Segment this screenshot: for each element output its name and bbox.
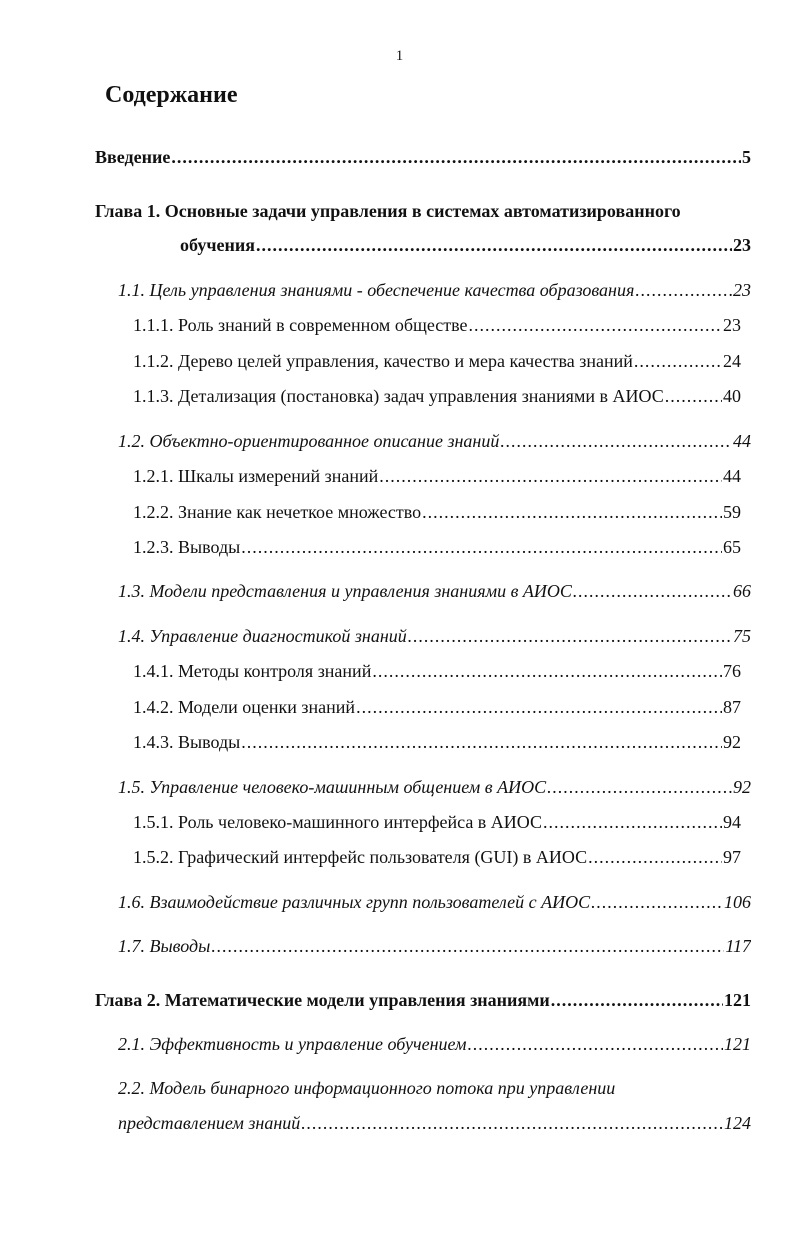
- toc-page: 40: [723, 386, 741, 406]
- toc-entry-intro: [95, 146, 751, 168]
- toc-entry-1-1-3: [133, 385, 741, 407]
- toc-entry-1-5: [118, 776, 751, 798]
- toc-entry-1-2-3: [133, 536, 741, 558]
- toc-entry-2-2: [118, 1112, 751, 1134]
- toc-page: 23: [733, 235, 751, 255]
- toc-label: 1.4.3. Выводы: [133, 732, 241, 752]
- toc-label: 2.1. Эффективность и управление обучением: [118, 1034, 467, 1054]
- toc-page: 23: [733, 280, 751, 300]
- toc-page: 124: [724, 1113, 751, 1133]
- toc-label: представлением знаний: [118, 1113, 301, 1133]
- page-number: 1: [395, 48, 404, 64]
- toc-page: 59: [723, 502, 741, 522]
- toc-entry-1-2-1: [133, 465, 741, 487]
- toc-page: 87: [723, 697, 741, 717]
- toc-entry-2-1: [118, 1033, 751, 1055]
- toc-entry-1-4-1: [133, 660, 741, 682]
- toc-entry-1-3: [118, 580, 751, 602]
- toc-label: 1.5.2. Графический интерфейс пользователя (GUI) в АИОС: [133, 847, 588, 867]
- toc-label: 1.2.2. Знание как нечеткое множество: [133, 502, 422, 522]
- toc-label: Введение: [95, 147, 171, 167]
- toc-label: 1.2.1. Шкалы измерений знаний: [133, 466, 379, 486]
- toc-entry-ch1: [180, 234, 751, 256]
- toc-page: 121: [724, 990, 751, 1010]
- toc-label: 1.1. Цель управления знаниями - обеспечение качества образования: [118, 280, 635, 300]
- toc-entry-1-1: [118, 279, 751, 301]
- toc-label: 1.2. Объектно-ориентированное описание знаний: [118, 431, 500, 451]
- toc-page: 66: [733, 581, 751, 601]
- toc-label: 1.1.2. Дерево целей управления, качество и мера качества знаний: [133, 351, 633, 371]
- toc-page: 92: [733, 777, 751, 797]
- toc-page: 117: [725, 936, 751, 956]
- toc-page: 5: [742, 147, 751, 167]
- toc-label: 1.5.1. Роль человеко-машинного интерфейса в АИОС: [133, 812, 543, 832]
- toc-label: 1.1.1. Роль знаний в современном обществе: [133, 315, 468, 335]
- toc-label: 1.6. Взаимодействие различных групп пользователей с АИОС: [118, 892, 591, 912]
- toc-page: 76: [723, 661, 741, 681]
- toc-page: 24: [723, 351, 741, 371]
- toc-entry-1-1-1: [133, 314, 741, 336]
- toc-entry-1-2-2: [133, 501, 741, 523]
- toc-entry-ch2: [95, 989, 751, 1011]
- toc-label: 1.3. Модели представления и управления знаниями в АИОС: [118, 581, 572, 601]
- toc-page: 92: [723, 732, 741, 752]
- toc-page: 94: [723, 812, 741, 832]
- toc-label: 1.1.3. Детализация (постановка) задач управления знаниями в АИОС: [133, 386, 664, 406]
- toc-label: 1.4.2. Модели оценки знаний: [133, 697, 356, 717]
- toc-label: 1.7. Выводы: [118, 936, 211, 956]
- toc-page: 23: [723, 315, 741, 335]
- toc-entry-1-5-2: [133, 846, 741, 868]
- toc-label: 1.2.3. Выводы: [133, 537, 241, 557]
- toc-page: 65: [723, 537, 741, 557]
- toc-page: 75: [733, 626, 751, 646]
- toc-entry-1-7: [118, 935, 751, 957]
- toc-entry-1-4-3: [133, 731, 741, 753]
- toc-entry-2-2-line1: 2.2. Модель бинарного информационного потока при управлении: [118, 1078, 616, 1098]
- toc-label: 1.5. Управление человеко-машинным общением в АИОС: [118, 777, 547, 797]
- page-title: Содержание: [105, 82, 238, 108]
- toc-label: обучения: [180, 235, 255, 255]
- toc-entry-1-6: [118, 891, 751, 913]
- toc-entry-1-4: [118, 625, 751, 647]
- toc-page: 97: [723, 847, 741, 867]
- toc-entry-1-2: [118, 430, 751, 452]
- toc-entry-1-1-2: [133, 350, 741, 372]
- toc-entry-ch1-line1: Глава 1. Основные задачи управления в системах автоматизированного: [95, 201, 681, 221]
- toc-page: 106: [724, 892, 751, 912]
- toc-label: Глава 2. Математические модели управления знаниями: [95, 990, 550, 1010]
- toc-page: 121: [724, 1034, 751, 1054]
- toc-page: 44: [733, 431, 751, 451]
- toc-entry-1-5-1: [133, 811, 741, 833]
- toc-page: 44: [723, 466, 741, 486]
- toc-label: 1.4.1. Методы контроля знаний: [133, 661, 372, 681]
- toc-entry-1-4-2: [133, 696, 741, 718]
- toc-label: 1.4. Управление диагностикой знаний: [118, 626, 407, 646]
